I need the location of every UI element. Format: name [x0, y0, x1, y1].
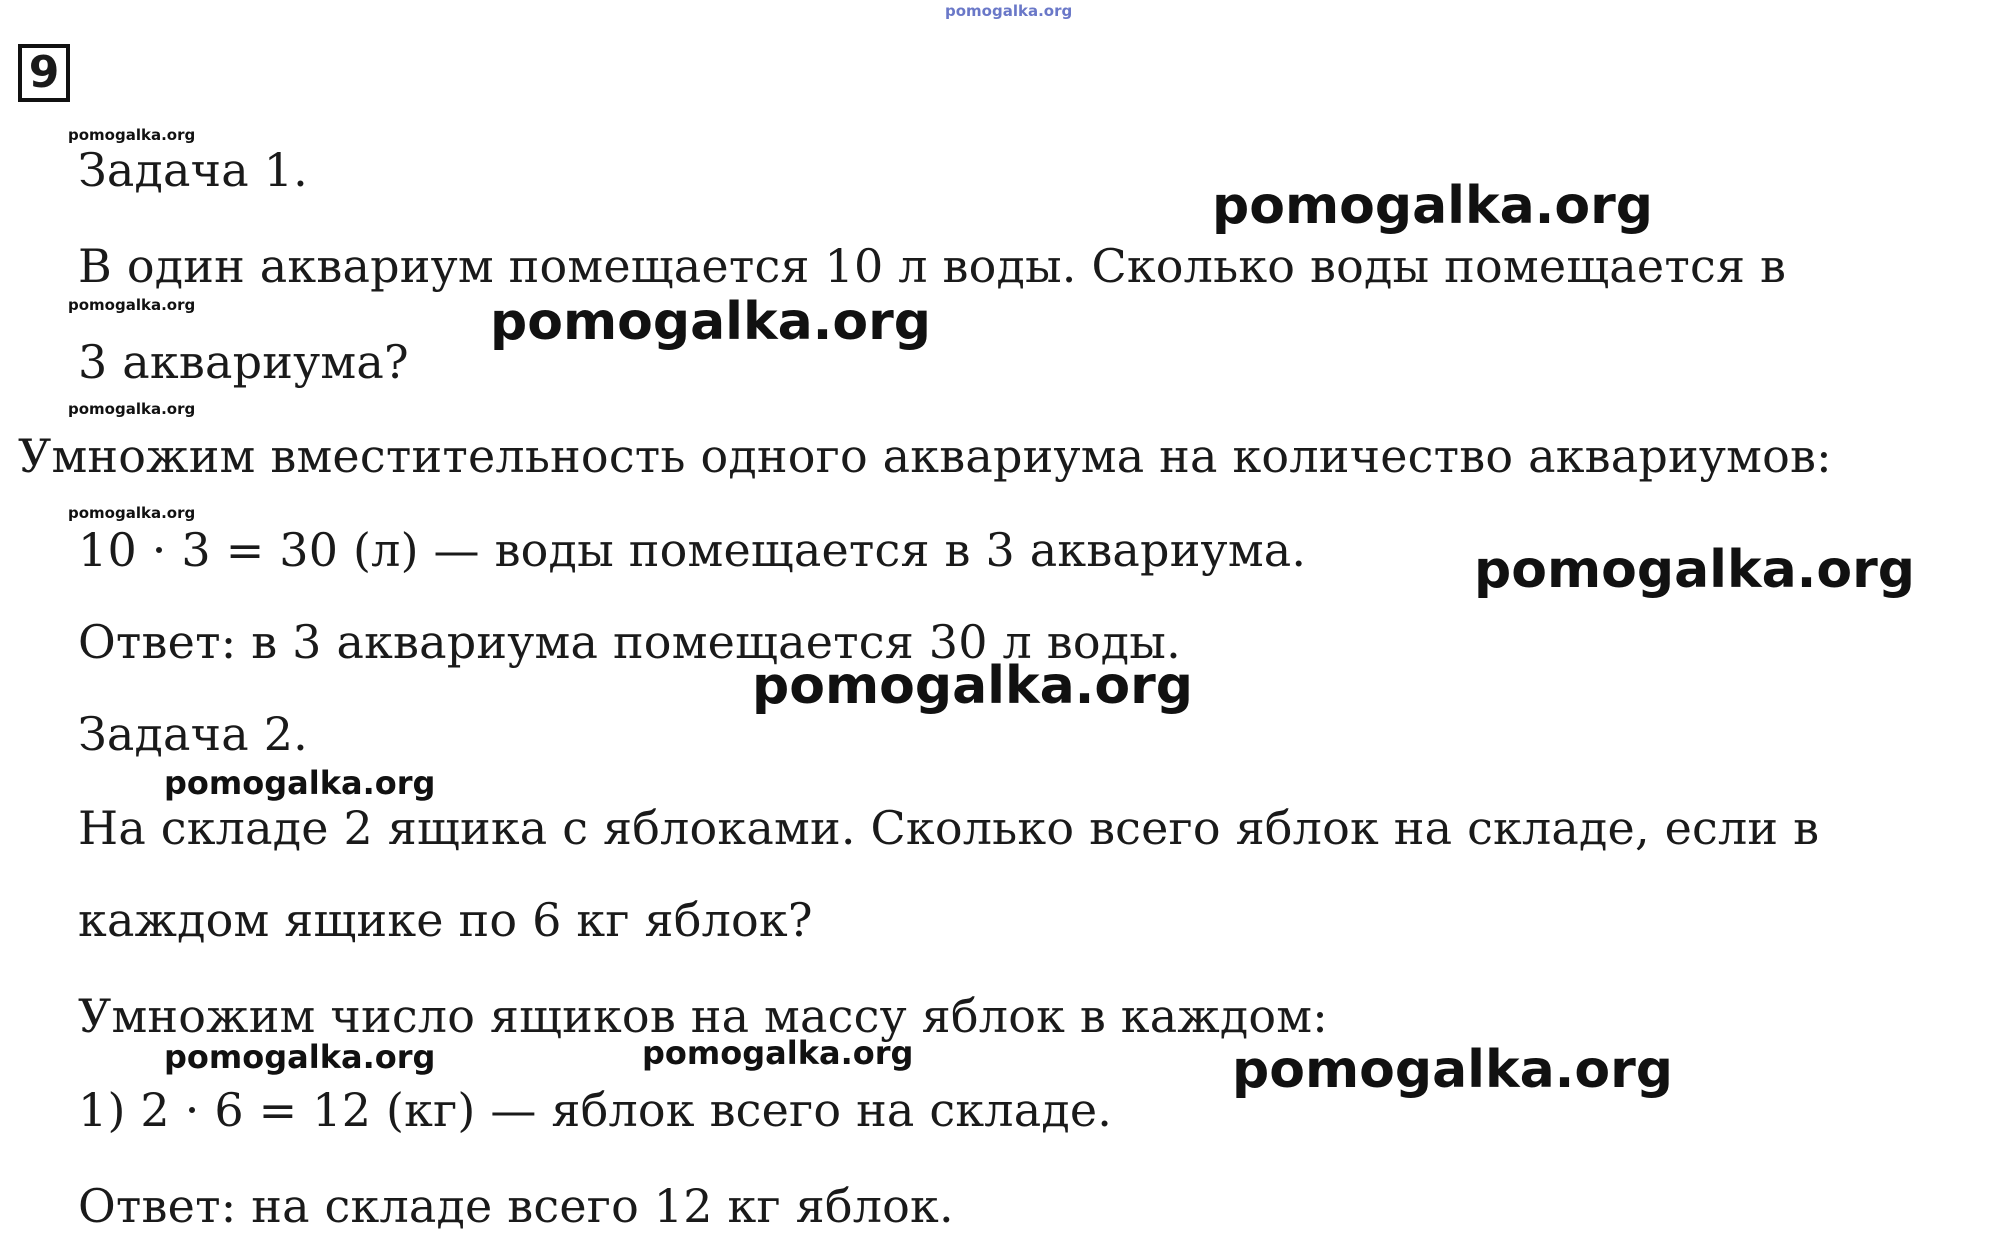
- task2-question-line2: каждом ящике по 6 кг яблок?: [78, 893, 813, 947]
- watermark-large: pomogalka.org: [1474, 540, 1916, 600]
- watermark-medium: pomogalka.org: [164, 764, 436, 802]
- task2-question-line1: На складе 2 ящика с яблоками. Сколько всего яблок на складе, если в: [78, 801, 1820, 855]
- task1-solution: 10 · 3 = 30 (л) — воды помещается в 3 аквариума.: [78, 523, 1307, 577]
- task2-answer: Ответ: на складе всего 12 кг яблок.: [78, 1179, 954, 1233]
- watermark-large: pomogalka.org: [1232, 1040, 1674, 1100]
- task1-question-line1: В один аквариум помещается 10 л воды. Сколько воды помещается в: [78, 239, 1787, 293]
- watermark-top: pomogalka.org: [945, 2, 1073, 20]
- task1-heading: Задача 1.: [78, 143, 308, 197]
- watermark-large: pomogalka.org: [1212, 176, 1654, 236]
- watermark-small: pomogalka.org: [68, 126, 196, 144]
- task1-method: Умножим вместительность одного аквариума на количество аквариумов:: [18, 429, 1832, 483]
- task2-solution: 1) 2 · 6 = 12 (кг) — яблок всего на складе.: [78, 1083, 1113, 1137]
- watermark-large: pomogalka.org: [490, 292, 932, 352]
- task1-question-line2: 3 аквариума?: [78, 335, 409, 389]
- task1-answer: Ответ: в 3 аквариума помещается 30 л воды.: [78, 615, 1181, 669]
- watermark-small: pomogalka.org: [68, 296, 196, 314]
- watermark-small: pomogalka.org: [68, 400, 196, 418]
- task2-method: Умножим число ящиков на массу яблок в каждом:: [78, 989, 1328, 1043]
- task2-heading: Задача 2.: [78, 707, 308, 761]
- problem-number-box: 9: [18, 44, 70, 102]
- watermark-medium: pomogalka.org: [164, 1038, 436, 1076]
- watermark-small: pomogalka.org: [68, 504, 196, 522]
- watermark-large: pomogalka.org: [752, 656, 1194, 716]
- watermark-medium: pomogalka.org: [642, 1034, 914, 1072]
